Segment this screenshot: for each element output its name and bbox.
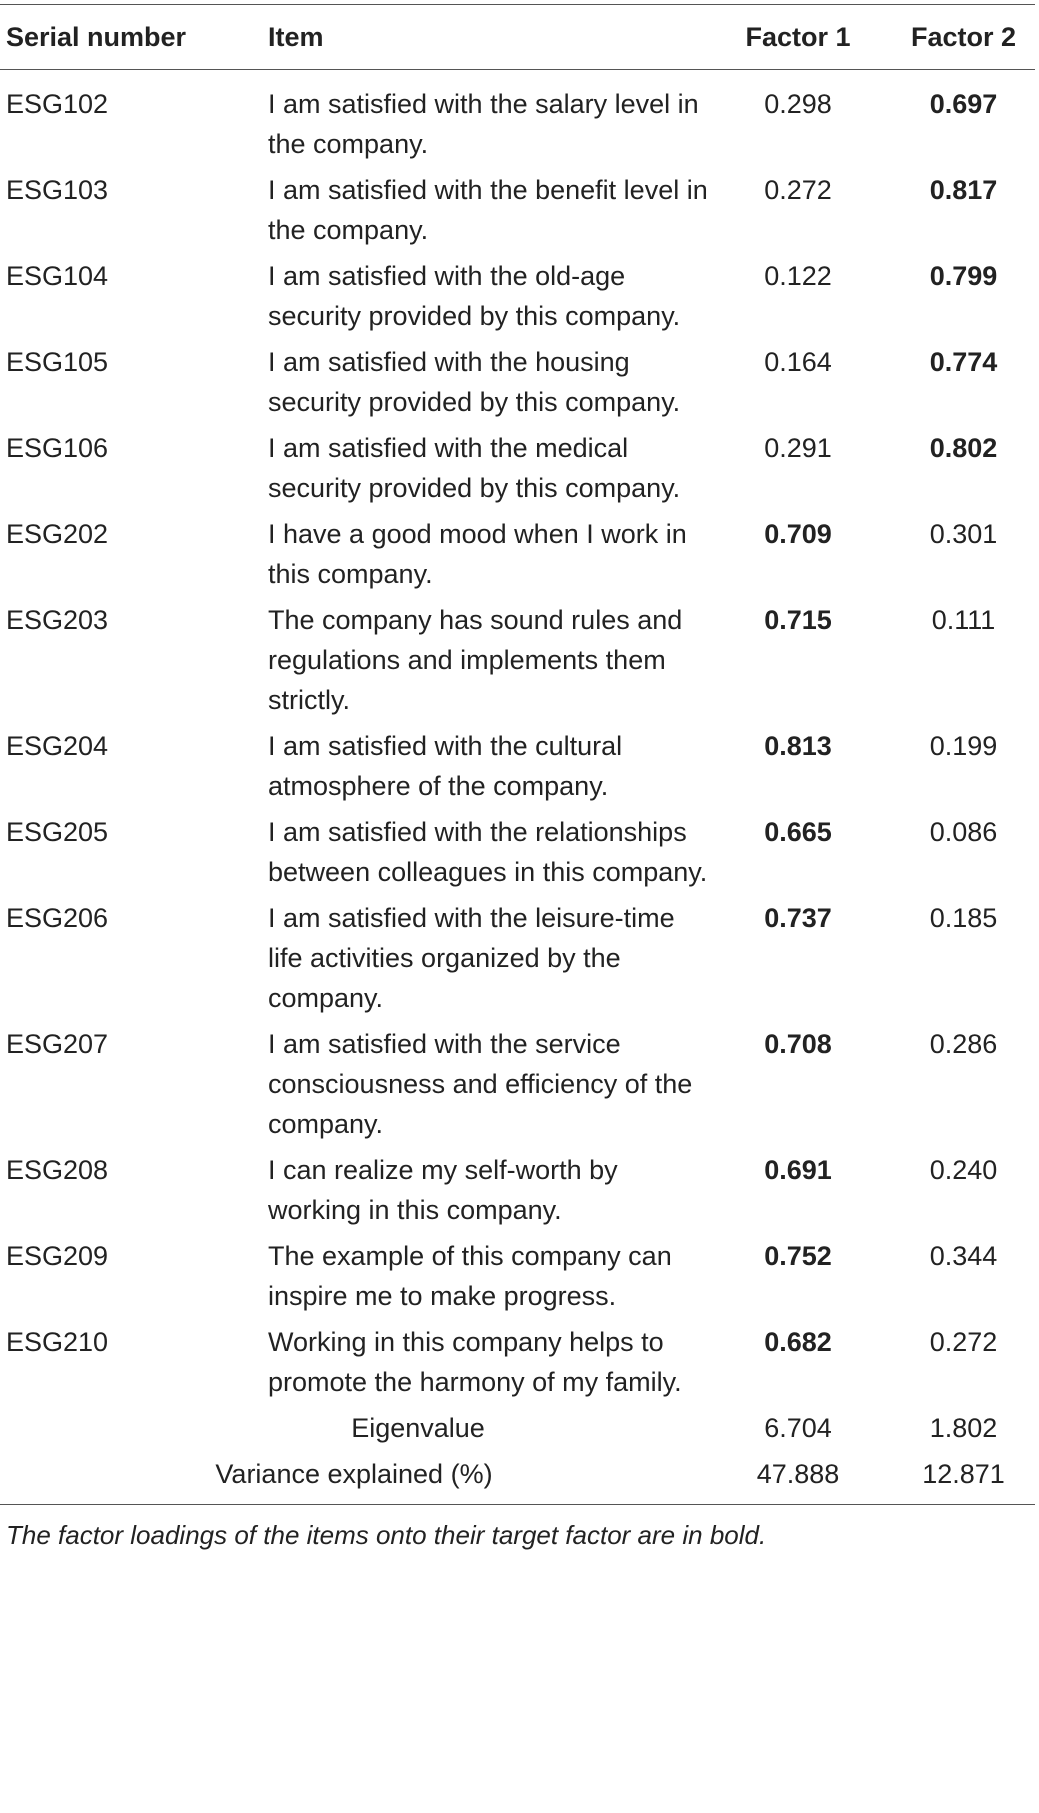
table-row: [0, 726, 1039, 806]
header-factor-2: Factor 2: [910, 21, 1017, 52]
table-row: [0, 812, 1039, 892]
summary-factor-1: 47.888: [756, 1459, 840, 1489]
cell-serial-number: ESG105: [6, 347, 109, 377]
cell-factor-1: 0.298: [764, 89, 832, 119]
header-serial-number: Serial number: [6, 21, 187, 52]
cell-item: The example of this company can inspire me to make progress.: [268, 1241, 672, 1311]
cell-factor-2: 0.272: [929, 1327, 998, 1357]
cell-factor-1: 0.122: [764, 261, 832, 291]
cell-item: I am satisfied with the salary level in the company.: [268, 89, 699, 159]
cell-factor-2: 0.344: [929, 1241, 998, 1271]
table-row: [0, 342, 1039, 422]
cell-item: I am satisfied with the leisure-time life activities organized by the company.: [268, 903, 675, 1013]
cell-serial-number: ESG206: [6, 903, 109, 933]
header-rule: [0, 69, 1035, 70]
cell-factor-2: 0.199: [929, 731, 998, 761]
cell-factor-1: 0.737: [764, 903, 832, 933]
cell-serial-number: ESG102: [6, 89, 109, 119]
summary-label: Variance explained (%): [215, 1459, 493, 1489]
table-header: [0, 5, 1039, 69]
cell-serial-number: ESG210: [6, 1327, 109, 1357]
cell-item: I am satisfied with the cultural atmosphere of the company.: [268, 731, 623, 801]
cell-factor-1: 0.272: [764, 175, 832, 205]
cell-factor-1: 0.665: [764, 817, 832, 847]
summary-factor-2: 12.871: [922, 1459, 1005, 1489]
cell-item: I am satisfied with the old-age security provided by this company.: [268, 261, 681, 331]
cell-factor-2: 0.111: [931, 605, 996, 635]
cell-factor-2: 0.817: [929, 175, 998, 205]
cell-factor-2: 0.185: [929, 903, 998, 933]
cell-item: I can realize my self-worth by working in this company.: [268, 1155, 618, 1225]
cell-factor-1: 0.708: [764, 1029, 832, 1059]
cell-factor-1: 0.291: [764, 433, 832, 463]
cell-item: I am satisfied with the relationships between colleagues in this company.: [268, 817, 708, 887]
factor-loading-table: [0, 4, 1039, 1555]
cell-factor-2: 0.799: [929, 261, 998, 291]
cell-factor-1: 0.682: [764, 1327, 832, 1357]
cell-factor-1: 0.691: [764, 1155, 832, 1185]
header-factor-1: Factor 1: [745, 21, 851, 52]
cell-item: Working in this company helps to promote the harmony of my family.: [268, 1327, 682, 1397]
cell-serial-number: ESG208: [6, 1155, 109, 1185]
cell-factor-2: 0.802: [929, 433, 998, 463]
cell-serial-number: ESG103: [6, 175, 109, 205]
table-row: [0, 898, 1039, 1018]
table-row: [0, 170, 1039, 250]
cell-item: I am satisfied with the service consciousness and efficiency of the company.: [268, 1029, 693, 1139]
cell-factor-2: 0.774: [929, 347, 998, 377]
table-row: [0, 256, 1039, 336]
table-row: [0, 84, 1039, 164]
table-footnote: The factor loadings of the items onto their target factor are in bold.: [6, 1520, 767, 1550]
table-body: [0, 84, 1039, 1402]
table-row: [0, 1322, 1039, 1402]
cell-factor-1: 0.752: [764, 1241, 832, 1271]
table-row: [0, 1150, 1039, 1230]
cell-factor-2: 0.286: [929, 1029, 998, 1059]
cell-serial-number: ESG209: [6, 1241, 109, 1271]
cell-serial-number: ESG207: [6, 1029, 109, 1059]
cell-serial-number: ESG204: [6, 731, 109, 761]
table-row: [0, 1236, 1039, 1316]
cell-item: I have a good mood when I work in this company.: [268, 519, 687, 589]
cell-serial-number: ESG104: [6, 261, 109, 291]
cell-factor-1: 0.715: [764, 605, 832, 635]
cell-item: The company has sound rules and regulations and implements them strictly.: [268, 605, 683, 715]
summary-row-eigenvalue: [0, 1408, 1039, 1448]
summary-label: Eigenvalue: [351, 1413, 485, 1443]
cell-item: I am satisfied with the housing security provided by this company.: [268, 347, 681, 417]
cell-factor-2: 0.086: [929, 817, 998, 847]
cell-item: I am satisfied with the medical security provided by this company.: [268, 433, 681, 503]
table-row: [0, 514, 1039, 594]
cell-factor-2: 0.301: [929, 519, 998, 549]
cell-factor-1: 0.813: [764, 731, 832, 761]
cell-item: I am satisfied with the benefit level in the company.: [268, 175, 708, 245]
cell-factor-2: 0.240: [929, 1155, 998, 1185]
table-row: [0, 1024, 1039, 1144]
summary-factor-1: 6.704: [764, 1413, 832, 1443]
cell-factor-1: 0.164: [764, 347, 832, 377]
table-row: [0, 428, 1039, 508]
summary-factor-2: 1.802: [929, 1413, 998, 1443]
cell-serial-number: ESG202: [6, 519, 109, 549]
cell-serial-number: ESG106: [6, 433, 109, 463]
cell-factor-1: 0.709: [764, 519, 832, 549]
summary-row-variance: [0, 1454, 1039, 1494]
bottom-rule: [0, 1504, 1035, 1505]
table-row: [0, 600, 1039, 720]
header-item: Item: [268, 21, 324, 52]
cell-serial-number: ESG203: [6, 605, 109, 635]
cell-factor-2: 0.697: [929, 89, 998, 119]
cell-serial-number: ESG205: [6, 817, 109, 847]
